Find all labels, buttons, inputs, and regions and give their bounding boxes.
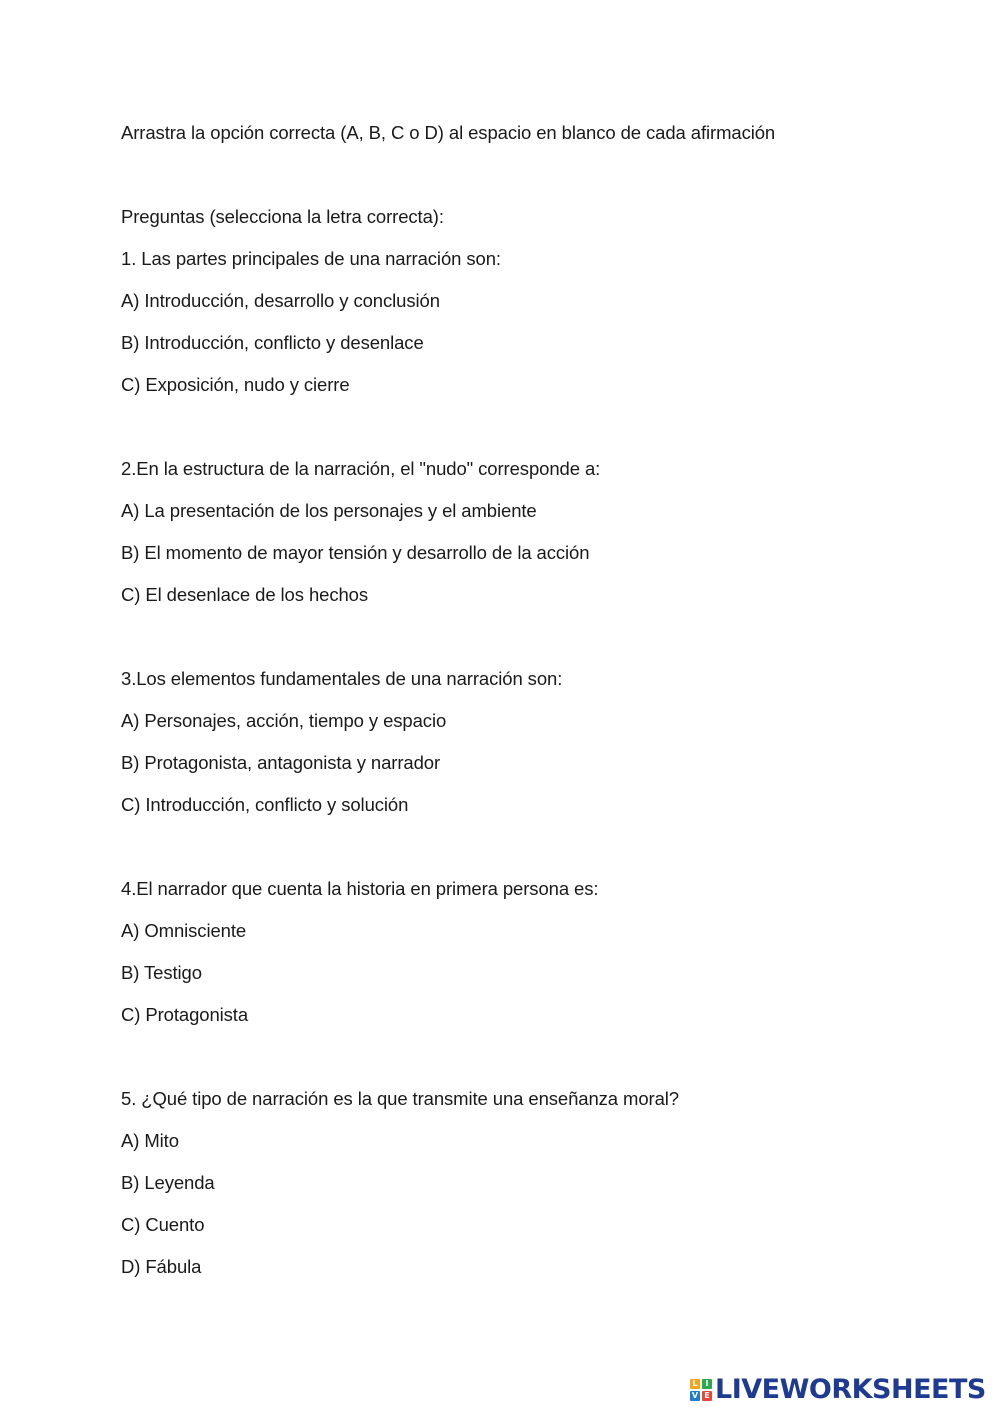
answer-option-a[interactable]: A) Mito [121, 1130, 179, 1151]
instructions-text: Arrastra la opción correcta (A, B, C o D) al espacio en blanco de cada afirmación [121, 122, 776, 143]
logo-block-icon: E [702, 1391, 712, 1401]
questions-subheading: Preguntas (selecciona la letra correcta): [121, 206, 444, 227]
logo-blocks-icon [690, 1379, 712, 1401]
answer-option-c[interactable]: C) El desenlace de los hechos [121, 584, 368, 605]
answer-option-a[interactable]: A) Personajes, acción, tiempo y espacio [121, 710, 447, 731]
answer-option-c[interactable]: C) Protagonista [121, 1004, 249, 1025]
question-prompt: 1. Las partes principales de una narración son: [121, 248, 501, 269]
logo-block-icon: V [691, 1391, 699, 1400]
logo-block-icon: L [690, 1379, 700, 1389]
answer-option-a[interactable]: A) Introducción, desarrollo y conclusión [121, 290, 440, 311]
answer-option-b[interactable]: B) Testigo [121, 962, 202, 983]
question-prompt: 5. ¿Qué tipo de narración es la que transmite una enseñanza moral? [121, 1088, 679, 1109]
liveworksheets-logo [690, 1373, 986, 1407]
answer-option-c[interactable]: C) Cuento [121, 1214, 205, 1235]
answer-option-a[interactable]: A) La presentación de los personajes y el ambiente [121, 500, 537, 521]
answer-option-d[interactable]: D) Fábula [121, 1256, 202, 1277]
question-prompt: 3.Los elementos fundamentales de una narración son: [121, 668, 563, 689]
answer-option-b[interactable]: B) Protagonista, antagonista y narrador [121, 752, 441, 773]
answer-option-b[interactable]: B) Leyenda [121, 1172, 215, 1193]
question-prompt: 4.El narrador que cuenta la historia en primera persona es: [121, 878, 599, 899]
answer-option-c[interactable]: C) Introducción, conflicto y solución [121, 794, 409, 815]
answer-option-b[interactable]: B) Introducción, conflicto y desenlace [121, 332, 424, 353]
brand-name: LIVEWORKSHEETS [715, 1374, 986, 1405]
logo-block-icon: I [702, 1379, 712, 1389]
answer-option-b[interactable]: B) El momento de mayor tensión y desarrollo de la acción [121, 542, 590, 563]
answer-option-c[interactable]: C) Exposición, nudo y cierre [121, 374, 350, 395]
question-prompt: 2.En la estructura de la narración, el "nudo" corresponde a: [121, 458, 601, 479]
answer-option-a[interactable]: A) Omnisciente [121, 920, 247, 941]
